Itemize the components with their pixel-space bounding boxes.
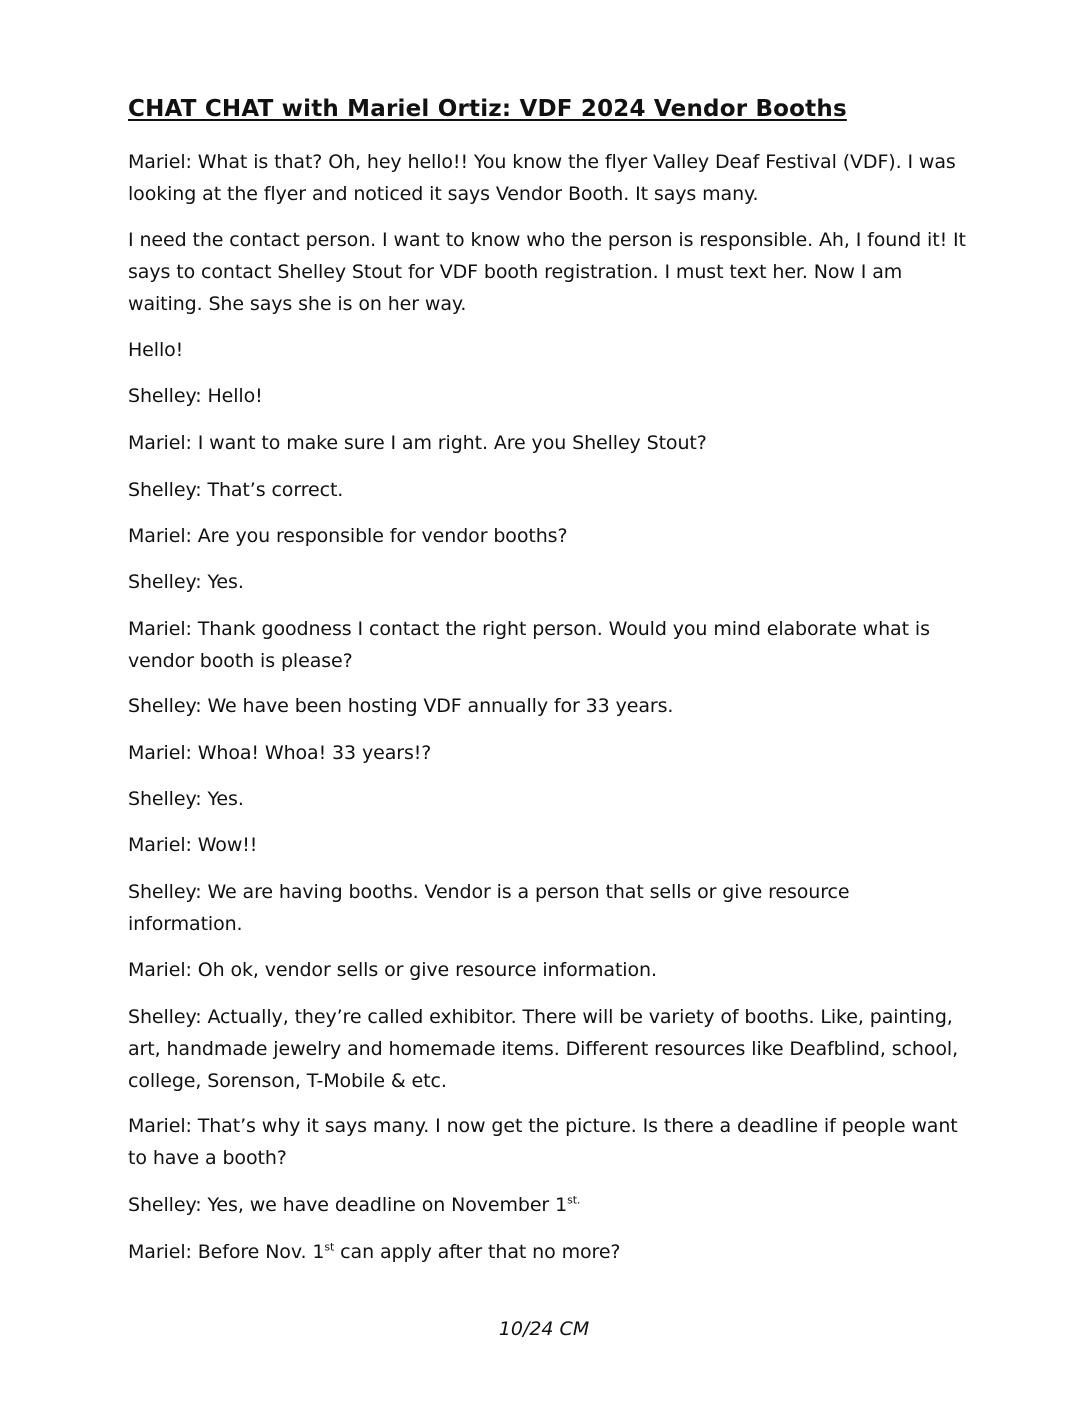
paragraph-mariel-responsible: Mariel: Are you responsible for vendor booths?: [128, 525, 568, 547]
paragraph-shelley-correct: Shelley: That’s correct.: [128, 479, 344, 501]
paragraph-mariel-oh-ok: Mariel: Oh ok, vendor sells or give resource information.: [128, 959, 657, 981]
paragraph-mariel-thank-goodness: Mariel: Thank goodness I contact the right person. Would you mind elaborate what is vendor booth is please?: [128, 618, 930, 672]
paragraph-shelley-hello: Shelley: Hello!: [128, 385, 263, 407]
paragraph-shelley-deadline: [128, 1189, 968, 1221]
paragraph-shelley-yes-2: Shelley: Yes.: [128, 788, 244, 810]
paragraph-mariel-make-sure: Mariel: I want to make sure I am right. Are you Shelley Stout?: [128, 432, 707, 454]
paragraph-shelley-exhibitor: Shelley: Actually, they’re called exhibitor. There will be variety of booths. Like, painting, art, handmade jewelry and homemade items. Different resources like Deafblind, school, college, Sorenson, T-Mobile & etc.: [128, 1006, 959, 1092]
paragraph-contact-person: I need the contact person. I want to know who the person is responsible. Ah, I found it! It says to contact Shelley Stout for VDF booth registration. I must text her. Now I am waiting. She says she is on her way.: [128, 229, 966, 315]
paragraph-mariel-wow: Mariel: Wow!!: [128, 834, 258, 856]
deadline-text: Shelley: Yes, we have deadline on November 1: [128, 1194, 568, 1216]
paragraph-shelley-yes: Shelley: Yes.: [128, 571, 244, 593]
deadline-superscript: st.: [567, 1193, 581, 1207]
paragraph-hello: Hello!: [128, 339, 184, 361]
apply-text-before: Mariel: Before Nov. 1: [128, 1241, 325, 1263]
paragraph-mariel-before-nov: [128, 1236, 968, 1268]
paragraph-mariel-whoa: Mariel: Whoa! Whoa! 33 years!?: [128, 742, 432, 764]
paragraph-mariel-deadline: Mariel: That’s why it says many. I now get the picture. Is there a deadline if people want to have a booth?: [128, 1115, 958, 1169]
document-title: CHAT CHAT with Mariel Ortiz: VDF 2024 Vendor Booths: [128, 96, 847, 122]
apply-text-after: can apply after that no more?: [334, 1241, 621, 1263]
paragraph-shelley-booths: Shelley: We are having booths. Vendor is a person that sells or give resource information.: [128, 881, 850, 935]
paragraph-mariel-flyer: Mariel: What is that? Oh, hey hello!! You know the flyer Valley Deaf Festival (VDF). I was looking at the flyer and noticed it says Vendor Booth. It says many.: [128, 151, 956, 205]
apply-superscript: st: [324, 1240, 335, 1254]
paragraph-shelley-33-years: Shelley: We have been hosting VDF annually for 33 years.: [128, 695, 674, 717]
page-footer: 10/24 CM: [498, 1318, 590, 1340]
